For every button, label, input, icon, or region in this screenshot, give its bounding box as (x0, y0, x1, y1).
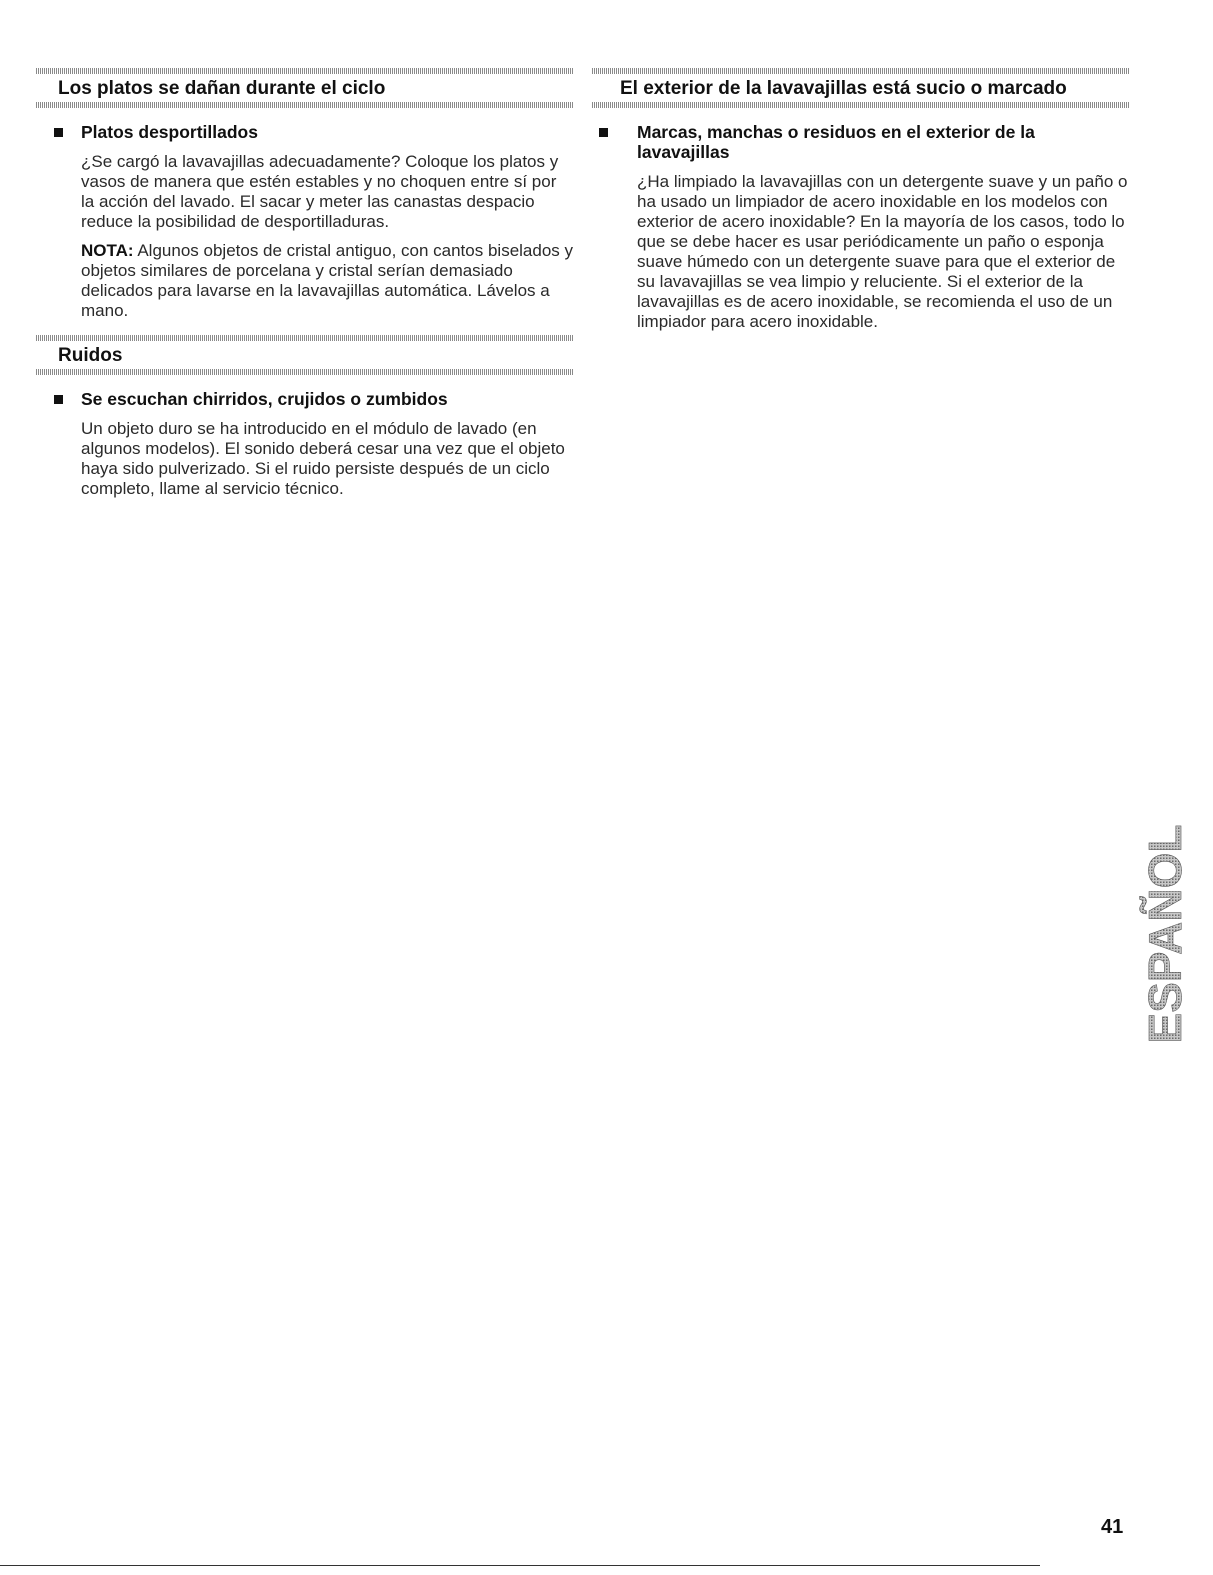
section-header-noises (36, 335, 573, 375)
right-column (592, 68, 1130, 346)
note-text: Algunos objetos de cristal antiguo, con cantos biselados y objetos similares de porcelana y cristal serían demasiado delicados para lavarse en la lavavajillas automática. Lávelos a mano. (81, 241, 574, 320)
square-bullet-icon (54, 128, 63, 137)
list-item-exterior-marks (592, 122, 1130, 332)
list-item-chipped-dishes (36, 122, 573, 321)
note-paragraph (81, 241, 573, 321)
section-title: El exterior de la lavavajillas está sucio o marcado (620, 78, 1067, 99)
item-paragraph: ¿Ha limpiado la lavavajillas con un detergente suave y un paño o ha usado un limpiador de acero inoxidable en los modelos con exterior de acero inoxidable? En la mayoría de los casos, todo lo que se debe hacer es usar periódicamente un paño o esponja suave húmedo con un detergente suave para que el exterior de su lavavajillas se vea limpio y reluciente. Si el exterior de la lavavajillas es de acero inoxidable, se recomienda el uso de un limpiador para acero inoxidable. (637, 172, 1128, 331)
note-label: NOTA: (81, 241, 134, 260)
square-bullet-icon (599, 128, 608, 137)
left-column (36, 68, 573, 513)
item-title: Platos desportillados (81, 122, 258, 142)
item-title: Marcas, manchas o residuos en el exterior de la lavavajillas (637, 122, 1035, 162)
item-paragraph: Un objeto duro se ha introducido en el módulo de lavado (en algunos modelos). El sonido deberá cesar una vez que el objeto haya sido pulverizado. Si el ruido persiste después de un ciclo completo, llame al servicio técnico. (81, 419, 565, 498)
section-title: Los platos se dañan durante el ciclo (58, 78, 386, 99)
square-bullet-icon (54, 395, 63, 404)
item-paragraph: ¿Se cargó la lavavajillas adecuadamente? Coloque los platos y vasos de manera que estén estables y no choquen entre sí por la acción del lavado. El sacar y meter las canastas despacio reduce la posibilidad de desportilladuras. (81, 152, 559, 231)
language-side-label (1135, 812, 1195, 1056)
list-item-noises (36, 389, 573, 499)
section-header-damaged-dishes (36, 68, 573, 108)
section-title: Ruidos (58, 345, 123, 366)
section-header-exterior-dirty (592, 68, 1130, 108)
page-number: 41 (1101, 1516, 1124, 1538)
item-title: Se escuchan chirridos, crujidos o zumbidos (81, 389, 448, 409)
bottom-rule (0, 1565, 1040, 1566)
side-label-text: ESPAÑOL (1139, 824, 1191, 1044)
